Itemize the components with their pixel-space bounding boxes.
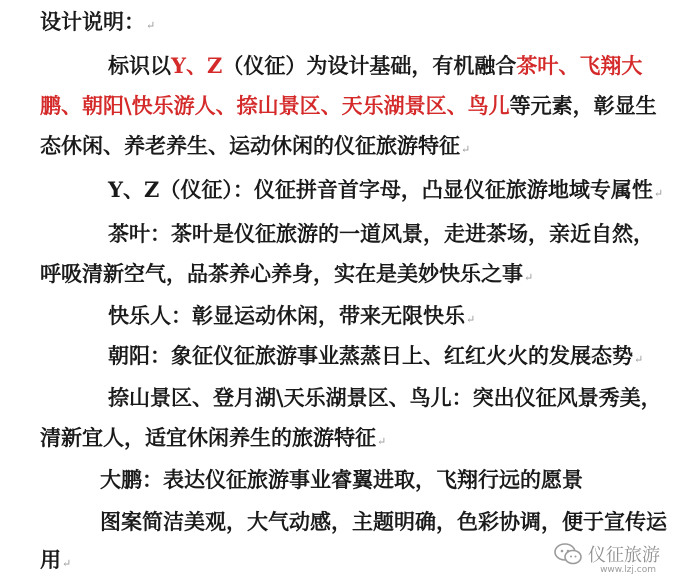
paragraph-8-line-2 — [40, 546, 71, 578]
text-run: 大鹏：表达仪征旅游事业睿翼进取，飞翔行远的愿景 — [100, 467, 583, 492]
text-run: 标识以 — [108, 53, 171, 78]
paragraph-mark: ↵ — [653, 187, 664, 200]
highlight-elements: 茶叶、飞翔大 — [516, 53, 643, 78]
watermark-url: www.lzj.com — [600, 565, 656, 575]
text-run: 快乐人：彰显运动休闲，带来无限快乐 — [108, 303, 465, 328]
paragraph-6-line-1 — [108, 384, 662, 412]
highlight-elements: 鹏、朝阳\快乐游人、捺山景区、天乐湖景区、鸟儿 — [40, 93, 510, 118]
paragraph-5 — [108, 342, 643, 374]
paragraph-3-line-2 — [40, 260, 533, 292]
paragraph-4 — [108, 302, 475, 334]
watermark-label: 仪征旅游 — [588, 545, 660, 566]
paragraph-6-line-2 — [40, 424, 386, 456]
text-run: 捺山景区、登月湖\天乐湖景区、鸟儿：突出仪征风景秀美， — [108, 385, 662, 410]
paragraph-1-line-1 — [108, 52, 642, 80]
text-run: 清新宜人，适宜休闲养生的旅游特征 — [40, 425, 376, 450]
paragraph-1-line-2 — [40, 92, 657, 120]
text-run: 等元素，彰显生 — [509, 93, 657, 118]
paragraph-mark: ↵ — [377, 435, 387, 448]
doc-heading: 设计说明： — [40, 9, 145, 34]
paragraph-3-line-1 — [108, 220, 654, 248]
text-run: 朝阳：象征仪征旅游事业蒸蒸日上、红红火火的发展态势 — [108, 343, 633, 368]
paragraph-mark: ↵ — [466, 313, 476, 326]
paragraph-8-line-1 — [100, 508, 667, 536]
paragraph-2 — [108, 176, 663, 208]
watermark — [554, 541, 660, 567]
highlight-yz: Y、Z — [171, 53, 223, 78]
paragraph-mark: ↵ — [62, 557, 72, 570]
text-run: Y、Z（仪征）：仪征拼音首字母，凸显仪征旅游地域专属性 — [108, 177, 653, 202]
paragraph-mark: ↵ — [634, 353, 644, 366]
text-run: 呼吸清新空气，品茶养心养身，实在是美妙快乐之事 — [40, 261, 523, 286]
paragraph-mark: ↵ — [461, 143, 471, 156]
text-run: 用 — [40, 547, 61, 572]
text-run: 茶叶：茶叶是仪征旅游的一道风景，走进茶场，亲近自然， — [108, 221, 654, 246]
text-run: 图案简洁美观，大气动感，主题明确，色彩协调，便于宣传运 — [100, 509, 667, 534]
text-run: （仪征）为设计基础，有机融合 — [222, 53, 517, 78]
paragraph-1-line-3 — [40, 132, 470, 164]
heading-line — [40, 8, 155, 40]
paragraph-mark: ↵ — [146, 19, 156, 32]
paragraph-mark: ↵ — [524, 271, 534, 284]
paragraph-7 — [100, 466, 583, 494]
text-run: 态休闲、养老养生、运动休闲的仪征旅游特征 — [40, 133, 460, 158]
wechat-icon — [554, 543, 582, 565]
